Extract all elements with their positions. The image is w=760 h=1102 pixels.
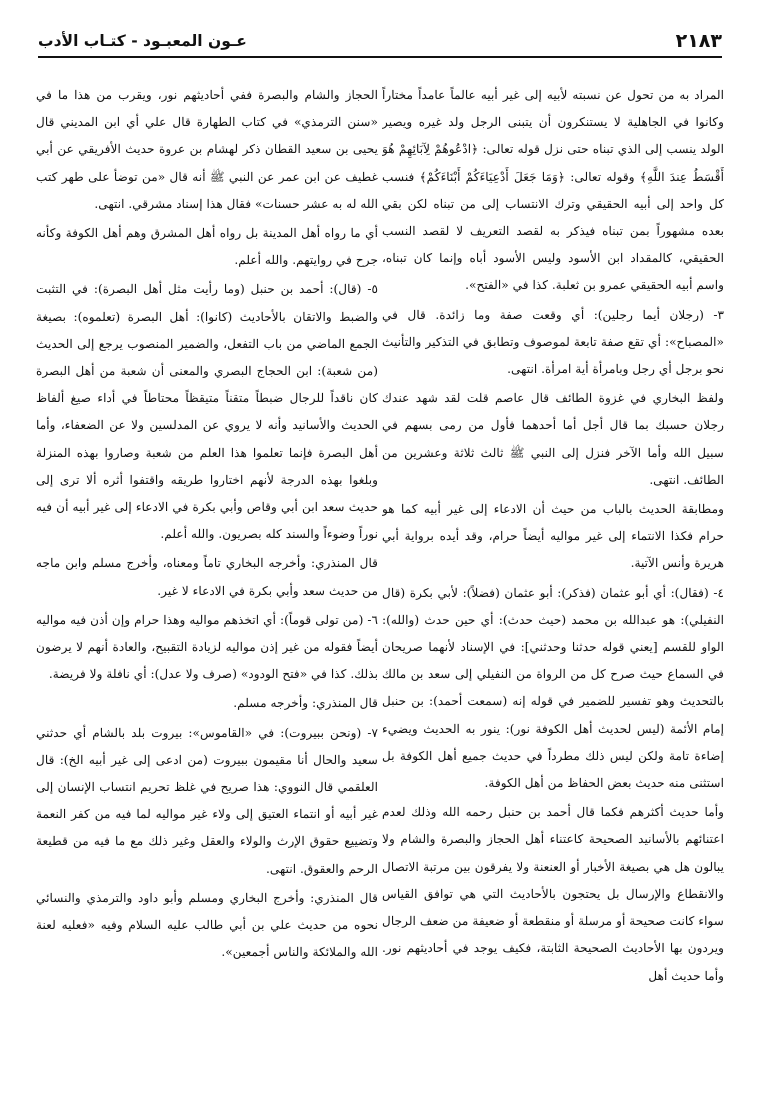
- left-column: [36, 82, 378, 1102]
- paragraph: ٣- (رجلان أيما رجلين): أي وقعت صفة وما زائدة. قال في «المصباح»: أي تقع صفة تابعة لموصوف وتطابق في التذكير والتأنيث نحو برجل أي رجل وبامرأة أية امرأة. انتهى.: [382, 307, 724, 377]
- paragraph: ٧- (ونحن ببيروت): في «القاموس»: بيروت بلد بالشام أي حدثني سعيد والحال أنا مقيمون ببيروت (من ادعى إلى غير أبيه الخ): قال العلقمي قال النووي: هذا صريح في غلظ تحريم انتساب الإنسان إلى غير أبيه أو انتماء العتيق إلى ولاء غير مواليه لما فيه من كفر النعمة وتضييع حقوق الإرث والولاء والعقل وغير ذلك مع ما فيه من قطيعة الرحم والعقوق. انتهى.: [36, 725, 378, 876]
- paragraph: ومطابقة الحديث بالباب من حيث أن الادعاء إلى غير أبيه كما هو حرام فكذا الانتماء إلى غير مواليه أيضاً حرام، وقد أيده برواية أبي هريرة وأنس الآتية.: [382, 502, 724, 571]
- paragraph: أي ما رواه أهل المدينة بل رواه أهل المشرق وهم أهل الكوفة وكأنه جرح في روايتهم. والله أعلم.: [36, 226, 378, 268]
- paragraph: ٥- (قال): أحمد بن حنبل (وما رأيت مثل أهل البصرة): في التثبت والضبط والاتقان بالأحاديث (كانوا): أهل البصرة (تعلموه): بصيغة الجمع الماضي من باب التفعل، والضمير المنصوب يرجع إلى الحديث (من شعبة): ابن الحجاج البصري والمعنى أن شعبة من أهل البصرة كان ناقداً للرجال ضبطاً متقناً متيقظاً محتاطاً في أداء صيغ ألفاظ الحديث والأسانيد وأنه لا يروي عن المدلسين ولا عن الضعفاء، وأما أهل البصرة فإنما تعلموا هذا العلم من شعبة وصاروا بهذه المنزلة وبلغوا بهذه الدرجة لأنهم اختاروا طريقه واقتفوا أثره ألا ترى إلى حديث سعد ابن أبي وقاص وأبي بكرة في الادعاء إلى غير أبيه أن فيه نوراً وضوءاً والسند كله بصريون. والله أعلم.: [36, 282, 378, 542]
- header-rule: [38, 56, 722, 58]
- paragraph: ولفظ البخاري في غزوة الطائف قال عاصم قلت لقد شهد عندك رجلان حسبك بما قال أجل أما أحدهما فأول من رمى بسهم في سبيل الله وأما الآخر فنزل إلى النبي ﷺ ثالث ثلاثة وعشرين من الطائف. انتهى.: [382, 391, 724, 487]
- paragraph: وأما حديث أكثرهم فكما قال أحمد بن حنبل رحمه الله وذلك لعدم اعتنائهم بالأسانيد الصحيحة كاعتناء أهل الحجاز والبصرة والشام ولا يبالون هل هي بصيغة الأخبار أو العنعنة ولا يفرقون بين مرتبة الاتصال والانقطاع والإرسال بل يحتجون بالأحاديث التي هي توافق القياس سواء كانت صحيحة أو مرسلة أو منقطعة أو ضعيفة من ضعف الرجال ويردون بها الأحاديث الصحيحة الثابتة، فكيف يوجد في أحاديثهم نور. وأما حديث أهل: [382, 805, 724, 983]
- paragraph: الحجاز والشام والبصرة ففي أحاديثهم نور، ويقرب من هذا ما في «سنن الترمذي» في كتاب الطهارة قال علي أي ابن المديني قال يحيى بن سعيد القطان ذكر لهشام بن عروة حديث الأفريقي عن أبي غطيف عن ابن عمر عن النبي ﷺ أنه قال «من توضأ على طهر كتب الله له به عشر حسنات» فقال هذا إسناد مشرقي. انتهى.: [36, 88, 378, 211]
- page-header: [38, 26, 722, 56]
- paragraph: ٤- (فقال): أي أبو عثمان (فذكر): أبو عثمان (فضلاً): لأبي بكرة (قال النفيلي): هو عبدالله بن محمد (حيث حدث): أي حين حدث (والله): الواو للقسم [يعني قوله حدثنا وحدثني]: في الإسناد لأنهما صريحان في السماع حيث صرح كل من الرواة من النفيلي إلى سعد بن مالك بالتحديث وهو تفسير للضمير في قوله إنه (سمعت أحمد): بن حنبل إمام الأئمة (ليس لحديث أهل الكوفة نور): ينور به الحديث ويضيء إضاءة تامة ولكن ليس ذلك مطرداً في حديث جميع أهل الكوفة بل استثنى منه حديث بعض الحفاظ من أهل الكوفة.: [382, 585, 724, 791]
- page-number: ٢١٨٣: [675, 30, 722, 52]
- running-title: عـون المعبـود - كتـاب الأدب: [38, 32, 247, 50]
- paragraph: قال المنذري: وأخرجه البخاري تاماً ومعناه، وأخرج مسلم وابن ماجه من حديث سعد وأبي بكرة في الادعاء لا غير.: [36, 556, 378, 598]
- paragraph: قال المنذري: وأخرجه مسلم.: [233, 696, 378, 711]
- paragraph: المراد به من تحول عن نسبته لأبيه إلى غير أبيه عالماً عامداً مختاراً وكانوا في الجاهلية لا يستنكرون أن يتبنى الرجل ولد غيره ويصير الولد ينسب إلى الذي تبناه حتى نزل قوله تعالى: ﴿ادْعُوهُمْ لِآبَائِهِمْ هُوَ أَقْسَطُ عِندَ اللَّهِ﴾ وقوله تعالى: ﴿وَمَا جَعَلَ أَدْعِيَاءَكُمْ أَبْنَاءَكُمْ﴾ فنسب كل واحد إلى أبيه الحقيقي وترك الانتساب إلى من تبناه لكن بقي بعده مشهوراً بمن تبناه فيذكر به لقصد التعريف لا لقصد النسب الحقيقي، كالمقداد ابن الأسود وليس الأسود أباه وإنما كان تبناه، واسم أبيه الحقيقي عمرو بن ثعلبة. كذا في «الفتح».: [382, 88, 724, 293]
- paragraph: ٦- (من تولى قوماً): أي اتخذهم مواليه وهذا حرام وإن أذن فيه مواليه أيضاً فقوله من غير إذن مواليه لزيادة التقبيح، والعادة أنهم لا يرضون بذلك. كذا في «فتح الودود» (صرف ولا عدل): أي نافلة ولا فريضة.: [36, 612, 378, 682]
- paragraph: قال المنذري: وأخرج البخاري ومسلم وأبو داود والترمذي والنسائي نحوه من حديث علي بن أبي طالب عليه السلام وفيه «فعليه لعنة الله والملائكة والناس أجمعين».: [36, 890, 378, 960]
- right-column: [382, 82, 724, 1102]
